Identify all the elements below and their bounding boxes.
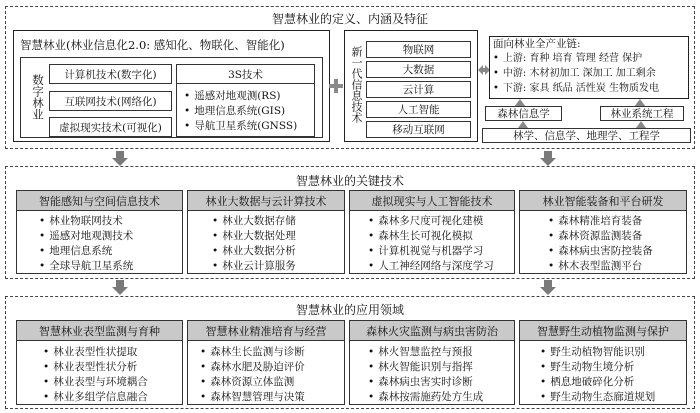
list-item: • 森林智慧管理与决策 <box>200 390 344 405</box>
list-item: • 林火智能识别与指挥 <box>368 360 514 375</box>
app-head-1: 智慧林业表型监测与育种 <box>17 321 182 341</box>
key-tech-head-3: 虚拟现实与人工智能技术 <box>350 191 514 211</box>
section-key-tech-title: 智慧林业的关键技术 <box>295 174 404 188</box>
industry-chain-title: 面向林业全产业链: <box>493 38 581 50</box>
up-arrow-icon <box>518 121 528 128</box>
list-item: • 森林资源监测装备 <box>548 229 686 244</box>
down-arrow-icon <box>112 280 128 295</box>
down-arrow-icon <box>540 151 556 166</box>
key-tech-head-2: 林业大数据与云计算技术 <box>188 191 344 211</box>
chain-downstream: • 下游: 家具 纸品 活性炭 生物质发电 <box>493 81 659 96</box>
app-col-2 <box>187 320 345 405</box>
list-item: • 森林资源立体监测 <box>200 375 344 390</box>
list-item: • 栖息地破碎化分析 <box>540 375 686 390</box>
s3-list <box>184 89 297 134</box>
key-tech-col-3 <box>349 190 515 274</box>
vr-tech-box: 虚拟现实技术(可视化) <box>49 117 172 137</box>
list-item: • 森林生长可视化模拟 <box>368 229 514 244</box>
app-list-1 <box>17 341 182 405</box>
down-arrow-icon <box>540 280 556 295</box>
list-item: • 林业表型性状提取 <box>43 345 182 360</box>
down-arrow-icon <box>112 151 128 166</box>
list-item: • 森林精准培育装备 <box>548 214 686 229</box>
section-applications-title: 智慧林业的应用领域 <box>295 303 404 317</box>
key-tech-col-2 <box>187 190 345 274</box>
big-data-box: 大数据 <box>366 61 471 78</box>
smart-forestry-title: 智慧林业(林业信息化2.0: 感知化、物联化、智能化) <box>20 38 285 52</box>
list-item: • 森林病虫害防控装备 <box>548 244 686 259</box>
s3-item-gis: • 地理信息系统(GIS) <box>184 104 297 119</box>
new-it-label: 新一代信息技术 <box>350 46 363 123</box>
key-tech-col-4 <box>519 190 687 274</box>
list-item: • 人工神经网络与深度学习 <box>368 259 514 274</box>
key-tech-col-1 <box>16 190 183 274</box>
list-item: • 林火智慧监控与预报 <box>368 345 514 360</box>
list-item: • 森林按需施药处方生成 <box>368 390 514 405</box>
list-item: • 地理信息系统 <box>39 244 182 259</box>
list-item: • 野生动植物智能识别 <box>540 345 686 360</box>
list-item: • 遥感对地观测技术 <box>39 229 182 244</box>
app-head-2: 智慧林业精准培育与经营 <box>188 321 344 341</box>
list-item: • 林业云计算服务 <box>212 259 344 274</box>
forest-system-eng-box: 林业系统工程 <box>600 106 684 121</box>
list-item: • 林业物联网技术 <box>39 214 182 229</box>
list-item: • 林业大数据分析 <box>212 244 344 259</box>
app-list-2 <box>188 341 344 405</box>
list-item: • 森林水肥及胁迫评价 <box>200 360 344 375</box>
mobile-internet-box: 移动互联网 <box>366 121 471 138</box>
digital-forestry-label: 数字林业 <box>31 74 45 120</box>
key-tech-head-1: 智能感知与空间信息技术 <box>17 191 182 211</box>
s3-item-gnss: • 导航卫星系统(GNSS) <box>184 119 297 134</box>
plus-icon <box>328 78 344 94</box>
computer-tech-box: 计算机技术(数字化) <box>49 64 172 84</box>
list-item: • 森林病虫害实时诊断 <box>368 375 514 390</box>
key-tech-head-4: 林业智能装备和平台研发 <box>520 191 686 211</box>
app-col-3 <box>349 320 515 405</box>
list-item: • 野生动物生态廊道规划 <box>540 390 686 405</box>
s3-item-rs: • 遥感对地观测(RS) <box>184 89 297 104</box>
list-item: • 全球导航卫星系统 <box>39 259 182 274</box>
key-tech-list-3 <box>350 211 514 274</box>
app-list-4 <box>520 341 686 405</box>
app-head-3: 森林火灾监测与病虫害防治 <box>350 321 514 341</box>
list-item: • 林木表型监测平台 <box>548 259 686 274</box>
cloud-computing-box: 云计算 <box>366 81 471 98</box>
list-item: • 森林生长监测与诊断 <box>200 345 344 360</box>
key-tech-list-2 <box>188 211 344 274</box>
app-col-4 <box>519 320 687 405</box>
list-item: • 林业多组学信息融合 <box>43 390 182 405</box>
chain-midstream: • 中游: 木材初加工 深加工 加工剩余 <box>493 66 659 81</box>
section-definition-title: 智慧林业的定义、内涵及特征 <box>271 12 428 26</box>
iot-box: 物联网 <box>366 41 471 58</box>
industry-chain-list <box>493 51 659 96</box>
ai-box: 人工智能 <box>366 101 471 118</box>
app-head-4: 智慧野生动植物监测与保护 <box>520 321 686 341</box>
list-item: • 林业大数据存储 <box>212 214 344 229</box>
discipline-base-box: 林学、信息学、地理学、工程学 <box>482 128 691 143</box>
app-col-1 <box>16 320 183 405</box>
list-item: • 林业表型与环境耦合 <box>43 375 182 390</box>
internet-tech-box: 互联网技术(网络化) <box>49 91 172 111</box>
key-tech-list-4 <box>520 211 686 274</box>
s3-title: 3S技术 <box>176 64 315 84</box>
chain-upstream: • 上游: 育种 培育 管理 经营 保护 <box>493 51 659 66</box>
list-item: • 森林多尺度可视化建模 <box>368 214 514 229</box>
list-item: • 野生动物生境分析 <box>540 360 686 375</box>
list-item: • 林业大数据处理 <box>212 229 344 244</box>
list-item: • 林业表型性状分析 <box>43 360 182 375</box>
forest-informatics-box: 森林信息学 <box>485 106 562 121</box>
app-list-3 <box>350 341 514 405</box>
key-tech-list-1 <box>17 211 182 274</box>
up-arrow-icon <box>636 121 646 128</box>
list-item: • 计算机视觉与机器学习 <box>368 244 514 259</box>
